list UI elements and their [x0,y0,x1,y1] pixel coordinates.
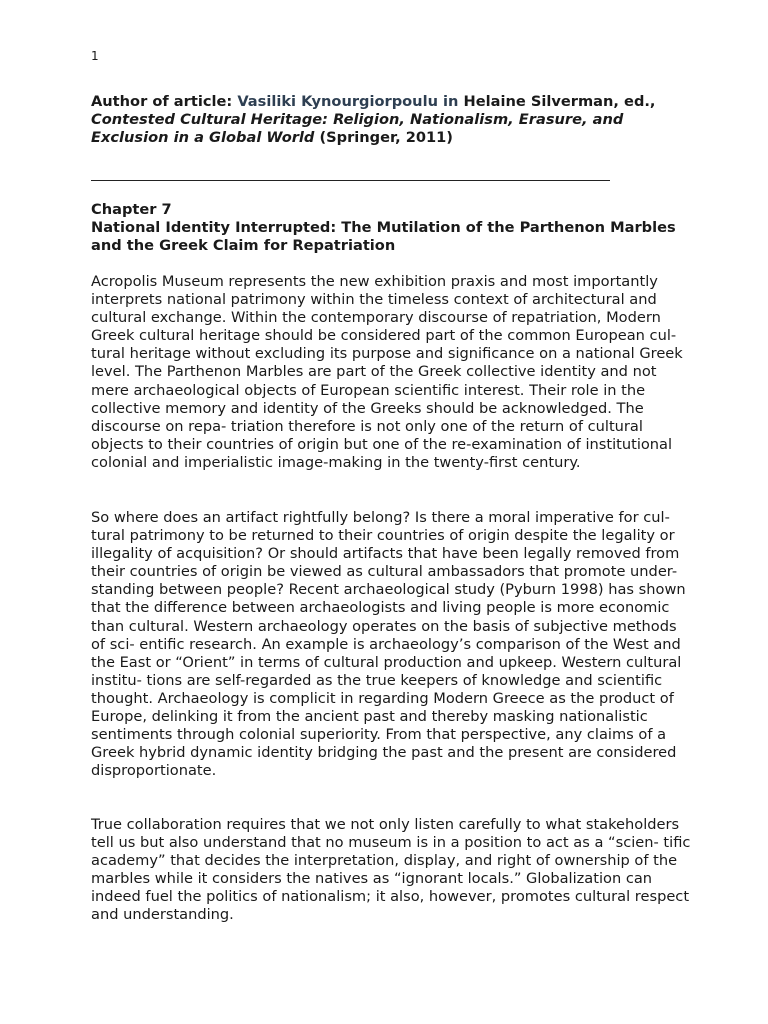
chapter-title: National Identity Interrupted: The Mutilation of the Parthenon Marbles and the Greek Claim for Repatriation [91,219,676,254]
body-paragraph-2: So where does an artifact rightfully belong? Is there a moral imperative for cul- tural patrimony to be returned to their countries of origin despite the legality or illegality of acquisition? Or should artifacts that have been legally removed from their countries of origin be viewed as cultural ambassadors that promote under- standing between people? Recent archaeological study (Pyburn 1998) has shown that the difference between archaeologists and living people is more economic than cultural. Western archaeology operates on the basis of subjective methods of sci- entific research. An example is archaeology’s comparison of the West and the East or “Orient” in terms of cultural production and upkeep. Western cultural institu- tions are self-regarded as the true keepers of knowledge and scientific thought. Archaeology is complicit in regarding Modern Greece as the product of Europe, delinking it from the ancient past and thereby masking nationalistic sentiments through colonial superiority. From that perspective, any claims of a Greek hybrid dynamic identity bridging the past and the present are considered disproportionate. [91,509,686,780]
author-citation [91,93,691,147]
author-name: Vasiliki Kynourgiorpoulu in [237,93,459,110]
publisher: (Springer, 2011) [314,129,453,146]
body-paragraph-1: Acropolis Museum represents the new exhibition praxis and most importantly interprets national patrimony within the timeless context of architectural and cultural exchange. Within the contemporary discourse of repatriation, Modern Greek cultural heritage should be considered part of the common European cul- tural heritage without excluding its purpose and significance on a national Greek level. The Parthenon Marbles are part of the Greek collective identity and not mere archaeological objects of European scientific interest. Their role in the collective memory and identity of the Greeks should be acknowledged. The discourse on repa- triation therefore is not only one of the return of cultural objects to their countries of origin but one of the re-examination of institutional colonial and imperialistic image-making in the twenty-first century. [91,273,683,471]
book-title: Contested Cultural Heritage: Religion, Nationalism, Erasure, and Exclusion in a Global World [91,111,624,146]
body-paragraph-3: True collaboration requires that we not only listen carefully to what stakeholders tell us but also understand that no museum is in a position to act as a “scien- tific academy” that decides the interpretation, display, and right of ownership of the marbles while it considers the natives as “ignorant locals.” Globalization can indeed fuel the politics of nationalism; it also, however, promotes cultural respect and understanding. [91,816,691,924]
author-label: Author of article: [91,93,238,110]
divider-line [91,180,610,181]
page-number: 1 [91,49,99,63]
chapter-number: Chapter 7 [91,201,172,218]
chapter-heading [91,201,691,255]
editor-name: Helaine Silverman, ed., [458,93,656,110]
